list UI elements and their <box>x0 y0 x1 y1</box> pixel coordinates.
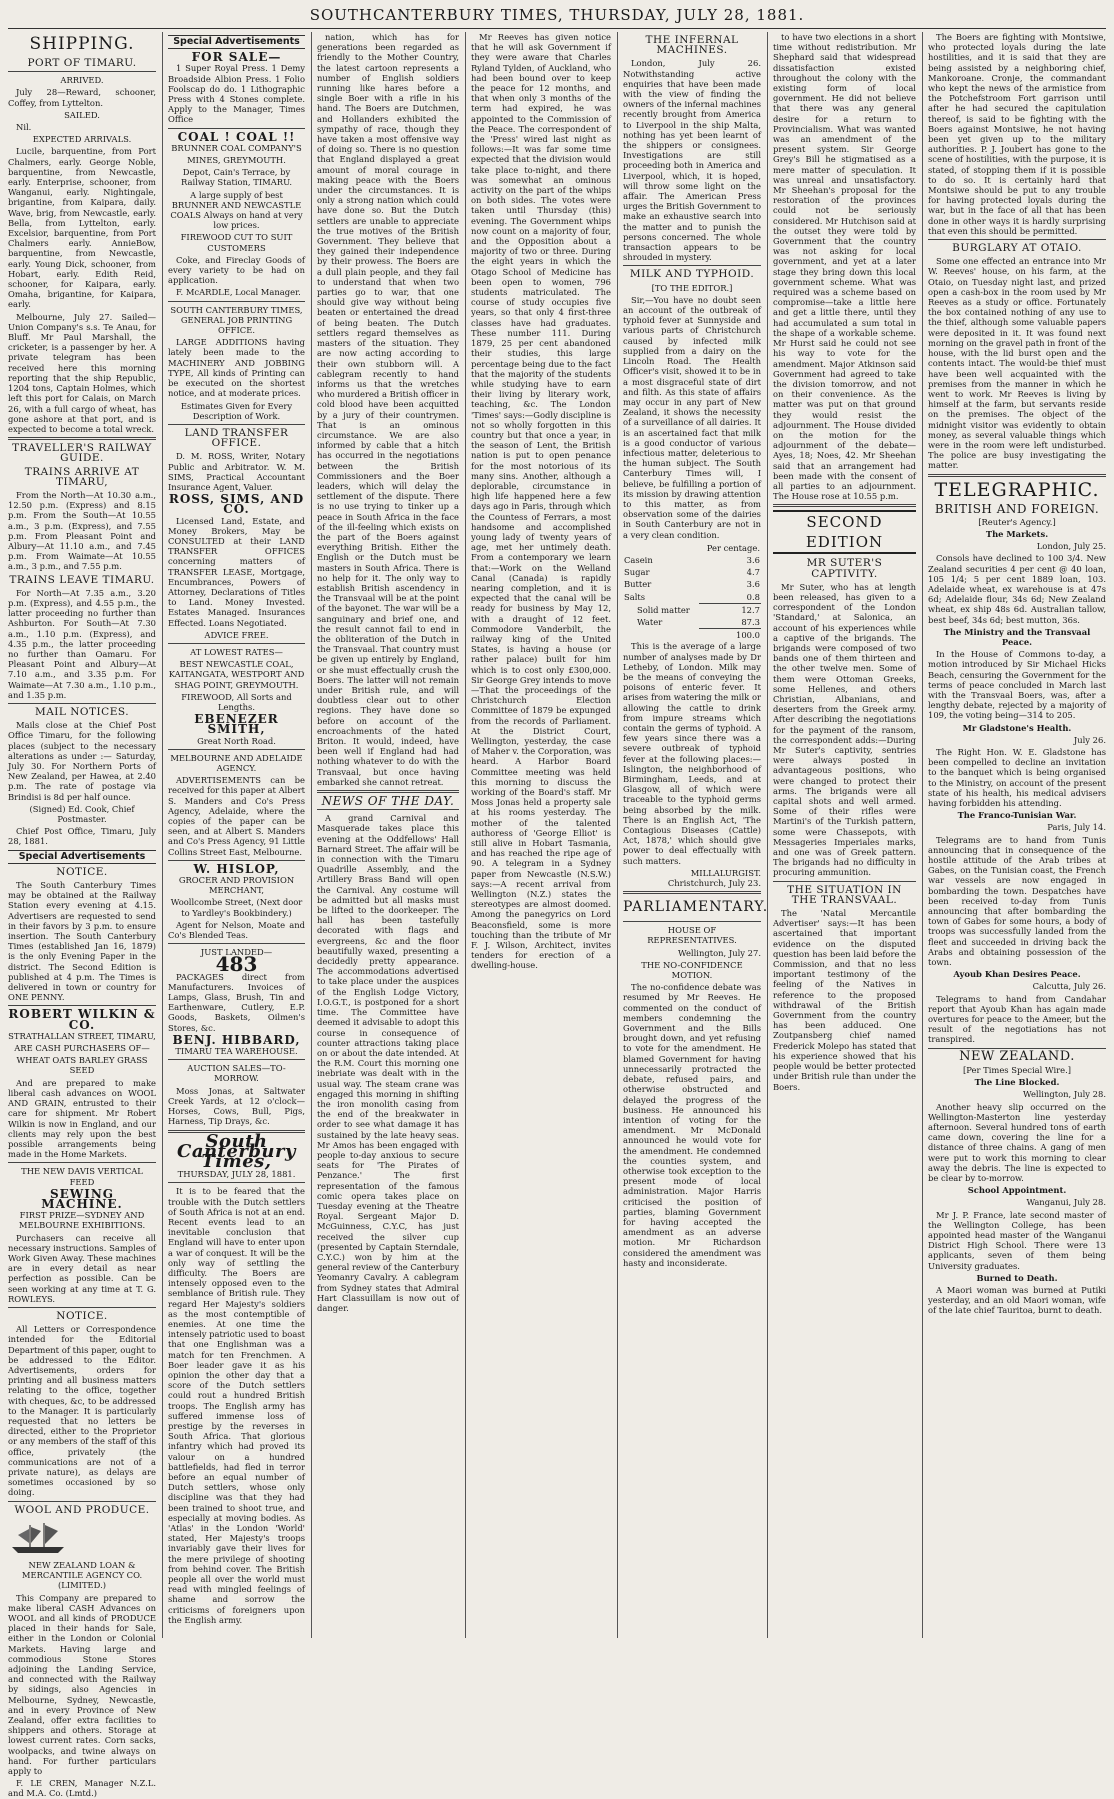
table-row <box>623 629 761 642</box>
trains-arrive-text: From the North—At 10.30 a.m., 12.50 p.m. (Express) and 8.15 p.m. From the South—At 10.55 a.m., 3 p.m. (Express), and 7.55 p.m. From Pleasant Point and Albury—At 11.10 a.m., and 7.45 p.m. From Waimate—At 10.55 a.m., 3 p.m., and 7.55 p.m. <box>8 489 156 572</box>
ross-sims-heading: ROSS, SIMS, AND CO. <box>168 492 305 517</box>
special-ads-heading: Special Advertisements <box>168 35 305 49</box>
telegraphic-heading: TELEGRAPHIC. <box>934 478 1100 501</box>
divider <box>168 128 305 129</box>
column-1 <box>8 32 156 1799</box>
column-4 <box>471 32 611 1638</box>
franco-text: Telegrams are to hand from Tunis announcing that in consequence of the hostile attitude of the Arab tribes at Gabes, on the Tunisian coast, the French war vessels are now engaged in bombarding the town. Despatches have been received to-day from Tunis announcing that after bombarding the town of Gabes for some hours, a body of troops was successfully landed from the fleet and succeeded in driving back the Arabs and obtaining possession of the town. <box>928 834 1106 968</box>
packages-count: 483 <box>215 952 258 977</box>
table-row <box>623 566 761 578</box>
wilkin-address: STRATHALLAN STREET, TIMARU, <box>8 1030 156 1041</box>
ayoub-date: Calcutta, July 26. <box>1032 981 1106 992</box>
trains-arrive-heading: TRAINS ARRIVE AT TIMARU, <box>24 465 140 488</box>
gladstone-heading: Mr Gladstone's Health. <box>962 722 1072 733</box>
wilkin-text: And are prepared to make liberal cash advances on WOOL AND GRAIN, entrusted to their care for shipment. Mr Robert Wilkin is now in England, and our clients may rely upon the best possible arrangements being made in the Home Markets. <box>8 1077 156 1160</box>
firewood-sign: F. McARDLE, Local Manager. <box>176 287 301 298</box>
news-text: A grand Carnival and Masquerade takes place this evening at the Oddfellows' Hall Barnard Street. The affair will be in connection with the Timaru Quadrille Assembly, and the Artillery Brass Band will open the Carnival. Any costume will be admitted but all masks must be lifted to the doorkeeper. The hall has been tastefully decorated with flags and evergreens, &c and the floor beautifully waxed, presenting a decidedly pretty appearance. The accommodations advertised to take place under the auspices of the English Lodge Victory, I.O.G.T., is postponed for a short time. The Committee have deemed it advisable to adopt this course in consequence of counter attractions taking place on or about the date intended. At the R.M. Court this morning one inebriate was dealt with in the usual way. The steam crane was engaged this morning in shifting the iron monolith casing from the end of the breakwater in order to see what damage it has sustained by the late heavy seas. Mr Amos has been engaged with people to-day anxious to secure seats for 'The Pirates of Penzance.' The first representation of the famous comic opera takes place on Tuesday evening at the Theatre Royal. Sergeant Major D. McGuinness, C.Y.C, has just received the silver cup (presented by Captain Sterndale, C.Y.C.) won by him at the general review of the Canterbury Yeomanry Cavalry. A cablegram from Sydney states that Admiral Hart Classuillam is now out of danger. <box>317 813 459 1313</box>
school-date: Wanganui, July 28. <box>1026 1197 1106 1208</box>
just-landed-heading: JUST LANDED— <box>200 947 273 958</box>
mail-heading: MAIL NOTICES. <box>34 705 130 718</box>
infernal-machines-heading: THE INFERNAL MACHINES. <box>645 34 739 57</box>
row-label: Solid matter <box>637 604 690 615</box>
table-row <box>623 578 761 590</box>
firewood-heading: FIREWOOD CUT TO SUIT CUSTOMERS <box>180 232 293 253</box>
column-3 <box>317 32 459 1638</box>
second-edition-heading: SECOND EDITION <box>773 510 916 554</box>
advice-free: ADVICE FREE. <box>204 629 269 640</box>
divider <box>8 1162 156 1163</box>
coal-heading: COAL ! COAL !! <box>177 129 296 144</box>
divider <box>317 790 459 793</box>
column-5 <box>623 32 769 1638</box>
special-ads-heading: Special Advertisements <box>8 850 156 864</box>
milk-signature: MILLALURGIST. Christchurch, July 23. <box>667 867 761 889</box>
divider <box>8 1501 156 1502</box>
auction-heading: AUCTION SALES—TO-MORROW. <box>187 1063 286 1084</box>
smith-address: Great North Road. <box>197 735 276 746</box>
divider <box>317 809 459 810</box>
divider <box>168 1059 305 1060</box>
mail-text: Mails close at the Chief Post Office Timaru, for the following places (subject to the necessary alterations as under :— Saturday, July 30. For Northern Ports of New Zealand, per Hawea, at 2.40 p.m. The rate of postage via Brindisi is 8d per half ounce. <box>8 720 156 802</box>
table-row <box>623 616 761 629</box>
no-confidence-heading: THE NO-CONFIDENCE MOTION. <box>641 959 743 981</box>
divider <box>8 1005 156 1006</box>
row-label: Salts <box>624 591 646 602</box>
shipping-heading: SHIPPING. <box>29 34 135 54</box>
suter-heading: MR SUTER'S CAPTIVITY. <box>806 557 883 580</box>
markets-date: London, July 25. <box>1036 541 1106 552</box>
gladstone-text: The Right Hon. W. E. Gladstone has been compelled to decline an invitation to the banquet which is being organised to the Ministry, on account of the present state of his health, his medical advisers having forbidden his attending. <box>928 747 1106 809</box>
burglary-text: Some one effected an entrance into Mr W. Reeves' house, on his farm, at the Otaio, on Tuesday night last, and prized open a cash-box in the room used by Mr Reeves as a study or office. Fortunately the box contained nothing of any use to the thief, although some valuable papers were deposited in it. It was found next morning on the gravel path in front of the house, with the lid burst open and the contents intact. The would-be thief must have been well acquainted with the premises from the manner in which he went to work. Mr Reeves is living by himself at the farm, but servants reside on the premises. The object of the midnight visitor was evidently to obtain money, as several valuable things which were in the room were left undisturbed. The police are busy investigating the matter. <box>928 256 1106 471</box>
melbourne-agency-text: ADVERTISEMENTS can be received for this paper at Albert S. Manders and Co's Press Agency, Adelaide, where the copies of the paper can be seen, and at Albert S. Manders and Co's Press Agency, 91 Little Collins Street East, Melbourne. <box>168 775 305 857</box>
lowest-rates-text: BEST NEWCASTLE COAL, KAITANGATA, WESTPORT AND SHAG POINT, GREYMOUTH. <box>168 659 305 690</box>
divider <box>623 265 761 266</box>
divider <box>168 943 305 944</box>
divider <box>623 891 761 894</box>
row-label: Casein <box>624 554 653 565</box>
school-heading: School Appointment. <box>967 1185 1067 1196</box>
nzloan-heading: NEW ZEALAND LOAN & MERCANTILE AGENCY CO. (LIMITED.) <box>21 1560 143 1591</box>
divider <box>928 474 1106 477</box>
special-wire-label: [Per Times Special Wire.] <box>962 1064 1072 1075</box>
milk-typhoid-heading: MILK AND TYPHOID. <box>629 268 755 281</box>
notice2-heading: NOTICE. <box>56 1309 108 1322</box>
row-value: 0.8 <box>746 591 760 602</box>
hislop-text: Agent for Nelson, Moate and Co's Blended Teas. <box>168 919 305 941</box>
wool-heading: WOOL AND PRODUCE. <box>14 1503 150 1516</box>
divider <box>168 301 305 302</box>
column-divider <box>465 32 466 1638</box>
for-sale-text: 1 Super Royal Press. 1 Demy Broadside Albion Press. 1 Folio Foolscap do do. 1 Lithographic Press with 4 Stones complete. Apply to the Manager, Times Office <box>168 63 305 125</box>
hibbard-name: BENJ. HIBBARD, <box>172 1032 301 1047</box>
transvaal-text: The 'Natal Mercantile Advertiser' says:—It has been ascertained that important evidence on the disputed question has been laid before the Commission, and that no less important testimony of the feeling of the Natives in reference to the proposed withdrawal of the British Government from the country has been adduced. One Zoutpansberg chief named Frederick Molepo has stated that his experience showed that his people would be better protected under British rule than under the Boers. <box>773 908 916 1092</box>
column-2 <box>168 32 305 1638</box>
printing-estimates: Estimates Given for Every Description of Work. <box>180 400 293 421</box>
row-value: 4.7 <box>746 567 760 578</box>
ayoub-heading: Ayoub Khan Desires Peace. <box>953 969 1081 980</box>
sailed-text: Nil. <box>16 122 32 133</box>
printing-text: LARGE ADDITIONS having lately been made to the MACHINERY AND JOBBING TYPE, All kinds of Printing can be executed on the shortest notice, and at moderate prices. <box>168 337 305 399</box>
brunner-heading: BRUNNER COAL COMPANY'S <box>171 142 302 153</box>
hibbard-sub: TIMARU TEA WAREHOUSE. <box>175 1046 298 1057</box>
news-of-the-day-heading: NEWS OF THE DAY. <box>321 794 455 809</box>
divider <box>8 1307 156 1308</box>
row-label: Sugar <box>624 567 650 578</box>
row-label: Butter <box>624 579 652 590</box>
divider <box>8 437 156 440</box>
markets-heading: The Markets. <box>985 528 1049 539</box>
land-names: D. M. ROSS, Writer, Notary Public and Arbitrator. W. M. SIMS, Practical Accountant Insurance Agent, Valuer. <box>168 451 305 492</box>
sailed-label: SAILED. <box>64 109 100 120</box>
railway-guide-heading: TRAVELLER'S RAILWAY GUIDE. <box>12 442 152 465</box>
burned-text: A Maori woman was burned at Putiki yesterday, and an old Maori woman, wife of the late chief Tauritoa, burnt to death. <box>928 1284 1106 1316</box>
new-zealand-heading: NEW ZEALAND. <box>959 1048 1075 1064</box>
sewing-machine-heading: SEWING MACHINE. <box>41 1186 123 1211</box>
brunner-text: A large supply of best BRUNNER AND NEWCASTLE COALS Always on hand at very low prices. <box>170 189 303 231</box>
suter-text: Mr Suter, who has at length been released, has given to a correspondent of the London 'Standard,' at Salonica, an account of his experiences while a captive of the brigands. The brigands were composed of two bands one of them thirteen and the other twelve men. Some of them were Ottoman Greeks, some Hellenes, and others Christian, Albanians, and deserters from the Greek army. After describing the negotiations for the payment of the ransom, the correspondent adds:—During Mr Suter's captivity, sentries were always posted in advantageous positions, who were changed to protect their arms. The brigands were all capital shots and well armed. Some of their rifles were Martini's of the Turkish pattern, some were Chassepots, with Messageries Imperiales marks, and one was of Greek pattern. The brigands had no difficulty in procuring ammunition. <box>773 581 916 878</box>
wilkin-heading: ROBERT WILKIN & CO. <box>8 1007 156 1032</box>
nzloan-sign: F. LE CREN, Manager N.Z.L. and M.A. Co. (Lmtd.) <box>8 1778 156 1799</box>
for-sale-heading: FOR SALE— <box>191 50 282 65</box>
lowest-rates-heading: AT LOWEST RATES— <box>190 646 283 657</box>
column-7 <box>928 32 1106 1638</box>
brunner-depot: Depot, Cain's Terrace, by Railway Station, TIMARU. <box>180 167 293 188</box>
wilkin-items: WHEAT OATS BARLEY GRASS SEED <box>16 1055 148 1076</box>
trains-leave-heading: TRAINS LEAVE TIMARU. <box>9 573 155 586</box>
melbourne-agency-heading: MELBOURNE AND ADELAIDE AGENCY. <box>170 752 303 773</box>
gladstone-date: July 26. <box>1073 734 1106 745</box>
divider <box>168 643 305 644</box>
row-value: 3.6 <box>746 554 760 565</box>
milk-text: Sir,—You have no doubt seen an account of the outbreak of typhoid fever at Sunnyside and various parts of Christchurch caused by infected milk supplied from a dairy on the Lincoln Road. The Health Officer's visit, showed it to be in a most disgraceful state of dirt and filth. As this state of affairs may occur in any part of New Zealand, it shows the necessity of a surveillance of all dairies. It is an ascertained fact that milk is a good conductor of various infectious matter, deleterious to the human subject. The South Canterbury Times will, I believe, be fulfilling a portion of its mission by drawing attention to this matter, as from observation some of the dairies in South Canterbury are not in a very clean condition. <box>623 294 761 540</box>
infernal-text: London, July 26. Notwithstanding active enquiries that have been made with the view of finding the owners of the infernal machines recently brought from America to Liverpool in the ship Malta, nothing has yet been learnt of the shippers or consignees. Investigations are still proceeding both in America and Liverpool, which, it is hoped, will throw some light on the affair. The American Press urges the British Government to make an exhaustive search into the matter and to punish the persons concerned. The whole transaction appears to be shrouded in mystery. <box>623 58 761 263</box>
parliamentary-heading: PARLIAMENTARY. <box>623 899 769 916</box>
column-divider <box>617 32 618 1638</box>
column-divider <box>767 32 768 1638</box>
davis-heading: THE NEW DAVIS VERTICAL FEED <box>21 1166 143 1187</box>
news-continued: Mr Reeves has given notice that he will ask Government if they were aware that Charles Ryland Tylden, of Auckland, who had been bound over to keep the peace for 12 months, and that when only 3 months of the term had expired, he was appointed to the Commission of the Peace. The correspondent of the 'Press' wired last night as follows:—It was far some time expected that the division would take place to-night, and there was somewhat an ominous activity on the part of the whips on both sides. The votes were taken until Thursday (this) evening. The Government whips now count on a majority of four, and the Opposition about a majority of two or three. During the eight years in which the Otago School of Medicine has been open to women, 796 students matriculated. The course of study occupies five years, so that only 4 first-three classes have had graduates. These number 111. During 1879, 25 per cent abandoned their studies, this large percentage being due to the fact that the majority of the students while studying have to earn their living by literary work, teaching, &c. The London 'Times' says:—Godly discipline is not so wholly forgotten in this country but that once a year, in the season of Lent, the British nation is put to open penance for the most notorious of its many sins. Another, although a deplorable, circumstance in high life happened here a few days ago in Paris, through which the Countess of Ferrars, a most handsome and accomplished young lady of twenty years of age, met her untimely death. From a contemporary we learn that:—Work on the Welland Canal (Canada) is rapidly nearing completion, and it is expected that the canal will be ready for business by May 12, with a draught of 12 feet. Commodore Vanderbilt, the railway king of the United States, is having a house (or rather palace) built for him which is to cost only £300,000. Sir George Grey intends to move—That the proceedings of the Christchurch Election Committee of 1879 be expunged from the records of Parliament. At the District Court, Wellington, yesterday, the case of Maher v. the Corporation, was heard. A Harbor Board Committee meeting was held this morning to discuss the working of the Board's staff. Mr Moss Jonas held a property sale at his rooms yesterday. The mother of the talented authoress of 'George Elliot' is still alive in Hobart Tasmania, and has reached the ripe age of 90. A telegram in a Sydney paper from Newcastle (N.S.W.) says:—A recent arrival from Wellington (N.Z.) states the stereotypes are almost doomed. Among the panegyrics on Lord Beaconsfield, some is more touching than the tribute of Mr F. J. Wilson, Architect, invites tenders for erection of a dwelling-house. <box>471 32 611 971</box>
divider <box>168 1182 305 1183</box>
firewood-text: Coke, and Fireclay Goods of every variety to be had on application. <box>168 254 305 286</box>
davis-prize: FIRST PRIZE—SYDNEY AND MELBOURNE EXHIBITIONS. <box>18 1210 146 1231</box>
davis-text: Purchasers can receive all necessary instructions. Samples of Work Given Away. These machines are in every detail as near perfection as possible. Can be seen working at any time at T. G. ROWLEYS. <box>8 1232 156 1304</box>
hislop-sub: GROCER AND PROVISION MERCHANT, <box>178 875 295 896</box>
table-header: Per centage. <box>706 542 760 553</box>
franco-tunisian-heading: The Franco-Tunisian War. <box>957 810 1077 821</box>
ministry-heading: The Ministry and the Transvaal Peace. <box>943 626 1091 647</box>
masthead: SOUTHCANTERBURY TIMES, THURSDAY, JULY 28, 1881. <box>309 6 805 24</box>
smith-name: EBENEZER SMITH, <box>194 712 279 737</box>
notice-heading: NOTICE. <box>56 865 108 878</box>
milk-composition-table <box>623 542 761 642</box>
notice-text: The South Canterbury Times may be obtained at the Railway Station every evening at 4.15. Advertisers are requested to send in their favors by 3 p.m. to ensure insertion. The South Canterbury Times (established Jan 16, 1879) is the only Evening Paper in the district. The Second Edition is published at 4 p.m. The Times is delivered in town or country for ONE PENNY. <box>8 880 156 1003</box>
mail-office: Chief Post Office, Timaru, July 28, 1881. <box>8 826 156 847</box>
wilkin-are: ARE CASH PURCHASERS OF— <box>14 1043 150 1054</box>
divider <box>168 860 305 861</box>
trains-leave-text: For North—At 7.35 a.m., 3.20 p.m. (Express), and 4.55 p.m., the latter proceeding no further than Ashburton. For South—At 7.30 a.m., 1.10 p.m. (Express), and 4.35 p.m., the latter proceeding no further than Oamaru. For Pleasant Point and Albury—At 7.10 a.m., and 3.35 p.m. For Waimate—At 7.30 a.m., 1.10 p.m., and 1.35 p.m. <box>8 587 156 700</box>
markets-text: Consols have declined to 100 3/4. New Zealand securities 4 per cent @ 40 loan, 105 1/4; 5 per cent 1889 loan, 103. Adelaide wheat, ex warehouse is at 47s 6d; Adelaide flour, 34s 6d; New Zealand wheat, ex ship 48s 6d. Australian tallow, best beef, 34s 6d; best mutton, 36s. <box>928 553 1106 625</box>
transvaal-heading: THE SITUATION IN THE TRANSVAAL. <box>787 883 902 906</box>
row-value: 12.7 <box>699 603 761 616</box>
masthead-rule <box>8 28 1106 29</box>
parl-text: The no-confidence debate was resumed by Mr Reeves. He commented on the conduct of members condemning the Government and the Bills brought down, and yet refusing to vote for the amendment. He blamed Government for having unnecessarily protracted the debate, refused pairs, and otherwise obstructed and delayed the progress of the business. He announced his intention of voting for the amendment. Mr McDonald announced he would vote for the amendment. He condemned the counties system, and otherwise took exception to the present mode of local administration. Major Harris criticised the position of parties, blaming Government for having accepted the amendment as an adverse motion. Mr Richardson considered the amendment was hasty and inconsiderate. <box>623 982 761 1268</box>
firewood-sorts: FIREWOOD, All Sorts and Lengths. <box>181 691 292 712</box>
just-landed-text: PACKAGES direct from Manufacturers. Invoices of Lamps, Glass, Brush, Tin and Earthenware, Cutlery, E.P. Goods, Baskets, Oilmen's Stores, &c. <box>168 971 305 1033</box>
auction-text: Moss Jonas, at Saltwater Creek Yards, at 12 o'clock—Horses, Cows, Bull, Pigs, Harness, Tip Drays, &c. <box>168 1085 305 1127</box>
ayoub-text: Telegrams to hand from Candahar report that Ayoub Khan has again made overtures for peace to the Ameer, but the result of the negotiations has not transpired. <box>928 993 1106 1045</box>
franco-date: Paris, July 14. <box>1047 822 1106 833</box>
hislop-address: Woollcombe Street, (Next door to Yardley's Bookbindery.) <box>170 897 303 918</box>
column-divider <box>311 32 312 1638</box>
school-text: Mr J. P. France, late second master of the Wellington College, has been appointed head master of the Wanganui District High School. There were 13 applicants, seven of them being University graduates. <box>928 1209 1106 1271</box>
burned-heading: Burned to Death. <box>976 1272 1058 1283</box>
printing-heading: SOUTH CANTERBURY TIMES, GENERAL JOB PRINTING OFFICE. <box>170 304 303 336</box>
column-6 <box>773 32 916 1638</box>
newspaper-logo: South Canterbury Times, <box>177 1130 296 1172</box>
divider <box>8 71 156 72</box>
expected-text: Lucile, barquentine, from Port Chalmers, early. George Noble, barquentine, from Newcastle, early. Enterprise, schooner, from Wanganui, early. Nightingale, brigantine, from Kaipara, daily. Wave, brig, from Newcastle, early. Bella, from Lyttelton, early. Excelsior, barquentine, from Port Chalmers early. AnnieBow, barquentine, from Newcastle, early. Young Dick, schooner, from Hobart, early. Edith Reid, schooner, for Kaipara, early. Omaha, brigantine, for Kaipara, early. <box>8 146 156 310</box>
divider <box>168 749 305 750</box>
editorial-text: It is to be feared that the trouble with the Dutch settlers of South Africa is not at an end. Recent events lead to an inevitable conclusion that England will have to enter upon a war of conquest. It will be the only way of settling the difficulty. The Boers are intensely opposed even to the semblance of British rule. They regard Her Majesty's soldiers as the most contemptible of enemies. At one time the intensely patriotic used to boast that one Englishman was a match for ten Frenchmen. A Boer leader gave it as his opinion the other day that a score of the Dutch settlers could rout a hundred British troops. The English army has suffered immense loss of prestige by the reverses in South Africa. That glorious infantry which had proved its valour on a hundred battlefields, had fled in terror before an equal number of Dutch settlers, whose only discipline was that they had been trained to shoot true, and especially at moving bodies. As 'Atlas' in the London 'World' stated, Her Majesty's troops invariably gave their lives for the mere privilege of shooting from behind cover. The British people all over the world must read with mingled feelings of shame and sorrow the criticisms of foreigners upon the English army. <box>168 1186 305 1625</box>
land-text: Licensed Land, Estate, and Money Brokers, May be CONSULTED at their LAND TRANSFER OFFICES concerning matters of TRANSFER LEASE, Mortgage, Encumbrances, Powers of Attorney, Declarations of Titles to Land. Money Invested. Estates Managed. Insurances Effected. Loans Negotiated. <box>168 515 305 628</box>
table-row <box>623 603 761 616</box>
divider <box>8 703 156 704</box>
ship-illustration-icon <box>8 1521 68 1555</box>
british-foreign-heading: BRITISH AND FOREIGN. <box>934 501 1100 516</box>
line-text: Another heavy slip occurred on the Wellington-Masterton line yesterday afternoon. Several hundred tons of earth came down, covering the line for a distance of three chains. A gang of men were put to work this morning to clear away the debris. The line is expected to be clear by to-morrow. <box>928 1101 1106 1183</box>
divider <box>168 424 305 425</box>
row-label <box>623 629 699 642</box>
brunner-sub: MINES, GREYMOUTH. <box>187 155 286 166</box>
table-row <box>623 554 761 566</box>
land-transfer-heading: LAND TRANSFER OFFICE. <box>184 426 289 450</box>
port-heading: PORT OF TIMARU. <box>27 57 137 69</box>
to-editor: [TO THE EDITOR.] <box>651 282 733 293</box>
row-value: 3.6 <box>746 579 760 590</box>
reuters-label: [Reuter's Agency.] <box>978 516 1056 527</box>
table-row <box>623 591 761 604</box>
editorial-continued: nation, which has for generations been regarded as friendly to the Mother Country, the latest cartoon represents a number of English soldiers running like hares before a single Boer with a rifle in his hand. The Boers are Dutchmen, and Hollanders exhibited the sympathy of race, though they have taken a most offensive way of doing so. There is no question that England displayed a great amount of moral courage in making peace with the Boers under the circumstances. It is only a strong nation which could have done so. But the Dutch settlers are unable to appreciate the true motives of the British Government. They believe that they gained their independence by their prowess. The Boers are a dull plain people, and they fail to understand that when two parties go to war, that one should give way without being beaten or entertained the dread of being beaten. The Dutch settlers regard themselves as masters of the situation. They are now acting according to their own stubborn will. A cablegram recently to hand informs us that the wretches who murdered a British officer in cold blood have been acquitted by a jury of their countrymen. That is an ominous circumstance. We are also informed by cable that a hitch has occurred in the negotiations between the British Commissioners and the Boer leaders, which will delay the settlement of the dispute. There is no use trying to tinker up a peace in South Africa in the face of the ill-feeling which exists on the part of the Boers against everything British. Either the English or the Dutch must be masters in South Africa. There is no help for it. The only way to establish British ascendency in the Transvaal will be at the point of the bayonet. The war will be a sanguinary and brief one, and the result cannot fail to end in the obliteration of the Dutch in the Transvaal. That country must be given up entirely by England, or she must effectually crush the Boers. The latter will not remain under British rule, and will doubtless clear out to other regions. They have done so before on account of the encroachments of the hated Briton. It would, indeed, have been well if England had had nothing whatever to do with the Transvaal, but once having embarked she cannot retreat. <box>317 32 459 787</box>
line-date: Wellington, July 28. <box>1023 1089 1106 1100</box>
edition-date: THURSDAY, JULY 28, 1881. <box>177 1169 296 1180</box>
parl-date: Wellington, July 27. <box>678 947 761 958</box>
arrived-label: ARRIVED. <box>60 75 104 86</box>
arrived-text: July 28—Reward, schooner, Coffey, from Lyttelton. <box>8 87 156 108</box>
mail-signed: (Signed) Ed. Cook, Chief Postmaster. <box>29 803 135 825</box>
nzloan-text: This Company are prepared to make liberal CASH Advances on WOOL and all kinds of PRODUCE placed in their hands for Sale, either in the London or Colonial Markets. Having large and commodious Stone Stores adjoining the Landing Service, and connected with the Railway by sidings, also Agencies in Melbourne, Sydney, Newcastle, and in every Province of New Zealand, offer extra facilities to shippers and others. Storage at lowest current rates. Corn sacks, woolpacks, and twine always on hand. For further particulars apply to <box>8 1592 156 1777</box>
melbourne-text: Melbourne, July 27. Sailed—Union Company's s.s. Te Anau, for Bluff. Mr Paul Marshall, the cricketer, is a passenger by her. A private telegram has been received here this morning reporting that the ship Republic, 1204 tons, Captain Holmes, which left this port for Calais, on March 26, with a full cargo of wheat, has gone ashore at that port, and is expected to become a total wreck. <box>8 311 156 434</box>
column-divider <box>162 32 163 1638</box>
divider <box>773 504 916 507</box>
transvaal-continued: The Boers are fighting with Montsiwe, who protected loyals during the late hostilities, and it is said that they are being assisted by a neighboring chief, Mankoroane. Cronje, the commandant who kept the news of the armistice from the Potchefstroom Fort garrison until after he had secured the capitulation thereof, is said to be fighting with the Boers against Montsiwe, he not having been yet given up to the military authorities. P. J. Joubert has gone to the scene of hostilities, with the purpose, it is stated, of stopping them if it is possible to do so. It is certainly hard that Montsiwe should be put to any trouble for having protected loyals during the war, but in the face of all that has been done in other ways it is hardly surprising that even this should be permitted. <box>928 32 1106 236</box>
burglary-heading: BURGLARY AT OTAIO. <box>952 242 1082 255</box>
row-value: 87.3 <box>741 616 760 627</box>
parl-continued: to have two elections in a short time without redistribution. Mr Shephard said that widespread dissatisfaction existed throughout the colony with the existing form of local government. He did not believe that there was any general desire for a return to Provincialism. What was wanted was an amendment of the present system. Sir George Grey's Bill he stigmatised as a mere matter of speculation. It was unreal and unsatisfactory. Mr Sheehan's proposal for the restoration of the provinces could not be seriously considered. Mr Hutchison said at the outset they were told by Government that the country was not asking for local government, and yet at a later stage they bring down this local government scheme. What was required was a scheme based on compromise—take a little here and get a little there, until they had accumulated a sum total in the shape of a workable scheme. Mr Hurst said he could not see his way to vote for the amendment. Major Atkinson said Government had agreed to take the division tomorrow, and not on their convenience. As the matter was put on that ground they would resist the adjournment. The House divided on the motion for the adjournment of the debate—Ayes, 18; Noes, 42. Mr Sheehan said that an arrangement had been made with the consent of all parties to an adjournment. The House rose at 10.55 p.m. <box>773 32 916 502</box>
house-heading: HOUSE OF REPRESENTATIVES. <box>647 925 737 946</box>
ministry-text: In the House of Commons to-day, a motion introduced by Sir Michael Hicks Beach, censuring the Government for the terms of peace concluded in March last with the Transvaal Boers, was, after a lengthy debate, rejected by a majority of 109, the voting being—314 to 205. <box>928 649 1106 721</box>
column-divider <box>922 32 923 1638</box>
expected-label: EXPECTED ARRIVALS. <box>32 134 132 145</box>
row-label: Water <box>637 617 663 628</box>
divider <box>623 921 761 922</box>
row-value: 100.0 <box>699 629 761 642</box>
divider <box>773 881 916 882</box>
notice2-text: All Letters or Correspondence intended for the Editorial Department of this paper, ought to be addressed to the Editor. Advertisements, orders for printing and all business matters relating to the office, together with cheques, &c, to be addressed to the Manager. It is particularly requested that no letters be directed, either to the Proprietor or any members of the staff of this office, privately (the communications are not of a private nature), as delays are sometimes occasioned by so doing. <box>8 1324 156 1498</box>
milk-text-2: This is the average of a large number of analyses made by Dr Letheby, of London. Milk may be the means of conveying the poisons of enteric fever. It arises from watering the milk or allowing the cattle to drink from impure streams which contain the germs of typhoid. A few years since there was a severe outbreak of typhoid fever at the following places:—Islington, the neighborhood of Birmingham, Leeds, and at Glasgow, all of which were traceable to the typhoid germs being absorbed by the milk. There is an English Act, 'The Contagious Diseases (Cattle) Act, 1878,' which should give power to deal effectually with such matters. <box>623 641 761 866</box>
divider <box>928 239 1106 240</box>
line-blocked-heading: The Line Blocked. <box>974 1077 1060 1088</box>
hislop-heading: W. HISLOP, <box>193 861 280 876</box>
